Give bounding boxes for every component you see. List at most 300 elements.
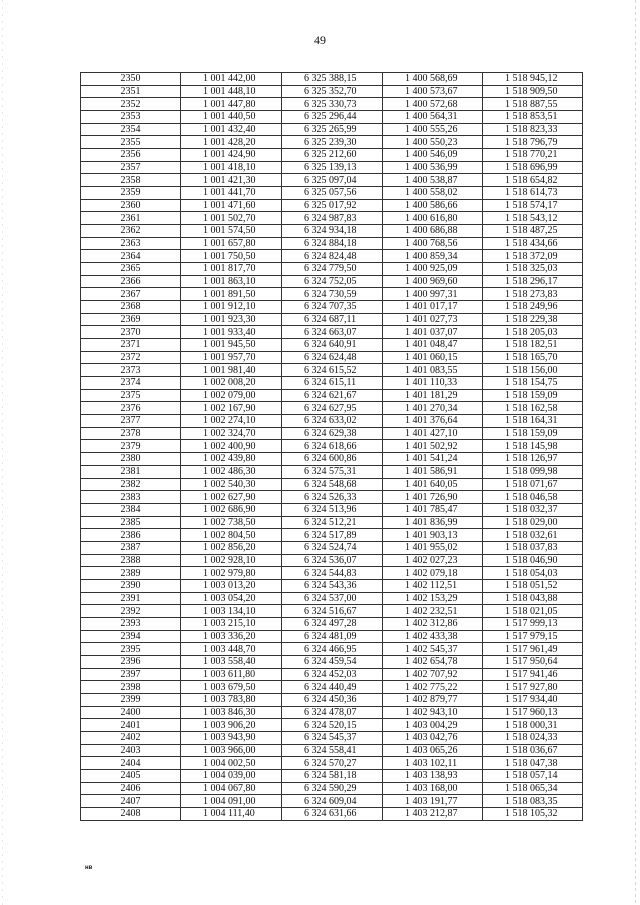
coordinate-cell: 6 324 520,15 <box>282 719 383 732</box>
coordinate-cell: 6 324 524,74 <box>282 541 383 554</box>
point-number-cell: 2370 <box>81 326 181 339</box>
coordinate-cell: 1 001 923,30 <box>181 313 282 326</box>
table-row <box>81 85 583 98</box>
table-row <box>81 377 583 390</box>
point-number-cell: 2408 <box>81 807 181 820</box>
coordinate-cell: 1 003 054,20 <box>181 592 282 605</box>
table-row <box>81 288 583 301</box>
coordinate-cell: 1 003 448,70 <box>181 643 282 656</box>
coordinate-cell: 1 401 541,24 <box>383 453 483 466</box>
coordinate-cell: 1 001 442,00 <box>181 73 282 86</box>
coordinate-cell: 1 401 048,47 <box>383 339 483 352</box>
coordinate-cell: 6 324 537,00 <box>282 592 383 605</box>
coordinate-cell: 1 401 586,91 <box>383 465 483 478</box>
coordinate-cell: 1 002 804,50 <box>181 529 282 542</box>
point-number-cell: 2376 <box>81 402 181 415</box>
coordinate-cell: 1 401 060,15 <box>383 351 483 364</box>
table-row <box>81 402 583 415</box>
coordinate-cell: 1 400 550,23 <box>383 136 483 149</box>
coordinate-cell: 1 002 856,20 <box>181 541 282 554</box>
coordinate-cell: 6 325 388,15 <box>282 73 383 86</box>
coordinate-cell: 6 324 548,68 <box>282 478 383 491</box>
coordinate-cell: 6 324 707,35 <box>282 301 383 314</box>
coordinate-cell: 6 325 330,73 <box>282 98 383 111</box>
coordinate-cell: 1 401 955,02 <box>383 541 483 554</box>
point-number-cell: 2406 <box>81 782 181 795</box>
point-number-cell: 2402 <box>81 731 181 744</box>
coordinate-cell: 6 324 640,91 <box>282 339 383 352</box>
table-row <box>81 630 583 643</box>
coordinate-cell: 1 518 887,55 <box>483 98 583 111</box>
table-row <box>81 237 583 250</box>
point-number-cell: 2394 <box>81 630 181 643</box>
coordinate-cell: 1 518 051,52 <box>483 579 583 592</box>
table-row <box>81 541 583 554</box>
table-row <box>81 212 583 225</box>
coordinate-cell: 1 518 205,03 <box>483 326 583 339</box>
coordinate-cell: 1 402 232,51 <box>383 605 483 618</box>
point-number-cell: 2377 <box>81 415 181 428</box>
point-number-cell: 2353 <box>81 111 181 124</box>
coordinate-cell: 1 518 057,14 <box>483 769 583 782</box>
coordinate-cell: 6 324 609,04 <box>282 795 383 808</box>
coordinate-cell: 1 518 032,37 <box>483 503 583 516</box>
coordinate-cell: 1 002 738,50 <box>181 516 282 529</box>
coordinate-cell: 1 003 558,40 <box>181 655 282 668</box>
table-row <box>81 478 583 491</box>
point-number-cell: 2382 <box>81 478 181 491</box>
coordinate-cell: 1 518 154,75 <box>483 377 583 390</box>
coordinate-cell: 6 324 517,89 <box>282 529 383 542</box>
coordinate-cell: 1 001 863,10 <box>181 275 282 288</box>
coordinate-cell: 1 518 229,38 <box>483 313 583 326</box>
table-row <box>81 453 583 466</box>
coordinate-cell: 6 324 440,49 <box>282 681 383 694</box>
coordinate-cell: 6 324 543,36 <box>282 579 383 592</box>
point-number-cell: 2374 <box>81 377 181 390</box>
coordinate-cell: 1 518 273,83 <box>483 288 583 301</box>
footer-mark: нв <box>85 865 93 871</box>
coordinate-cell: 1 518 162,58 <box>483 402 583 415</box>
coordinate-cell: 1 400 686,88 <box>383 225 483 238</box>
coordinate-cell: 6 324 590,29 <box>282 782 383 795</box>
point-number-cell: 2355 <box>81 136 181 149</box>
table-row <box>81 681 583 694</box>
coordinate-cell: 1 003 679,50 <box>181 681 282 694</box>
point-number-cell: 2388 <box>81 554 181 567</box>
coordinate-cell: 1 518 823,33 <box>483 123 583 136</box>
table-row <box>81 136 583 149</box>
coordinate-cell: 1 001 440,50 <box>181 111 282 124</box>
coordinate-cell: 1 001 424,90 <box>181 149 282 162</box>
coordinate-cell: 1 518 029,00 <box>483 516 583 529</box>
point-number-cell: 2375 <box>81 389 181 402</box>
table-row <box>81 769 583 782</box>
coordinate-cell: 1 001 471,60 <box>181 199 282 212</box>
table-row <box>81 73 583 86</box>
coordinate-cell: 6 324 615,11 <box>282 377 383 390</box>
coordinate-cell: 6 324 824,48 <box>282 250 383 263</box>
coordinate-cell: 6 324 497,28 <box>282 617 383 630</box>
table-row <box>81 668 583 681</box>
table-row <box>81 313 583 326</box>
table-row <box>81 655 583 668</box>
coordinate-cell: 1 518 065,34 <box>483 782 583 795</box>
point-number-cell: 2354 <box>81 123 181 136</box>
coordinate-cell: 6 324 615,52 <box>282 364 383 377</box>
coordinate-cell: 6 324 558,41 <box>282 744 383 757</box>
coordinate-cell: 1 518 164,31 <box>483 415 583 428</box>
table-row <box>81 529 583 542</box>
coordinate-cell: 6 324 450,36 <box>282 693 383 706</box>
point-number-cell: 2387 <box>81 541 181 554</box>
table-row <box>81 706 583 719</box>
page-number: 49 <box>314 33 326 47</box>
coordinate-cell: 1 518 159,09 <box>483 427 583 440</box>
coordinate-cell: 1 518 696,99 <box>483 161 583 174</box>
point-number-cell: 2399 <box>81 693 181 706</box>
point-number-cell: 2389 <box>81 567 181 580</box>
coordinate-cell: 1 518 434,66 <box>483 237 583 250</box>
table-row <box>81 199 583 212</box>
coordinate-cell: 1 402 312,86 <box>383 617 483 630</box>
table-row <box>81 605 583 618</box>
coordinate-cell: 1 400 558,02 <box>383 187 483 200</box>
coordinate-cell: 1 518 372,09 <box>483 250 583 263</box>
point-number-cell: 2369 <box>81 313 181 326</box>
coordinate-cell: 6 324 629,38 <box>282 427 383 440</box>
coordinate-cell: 1 004 039,00 <box>181 769 282 782</box>
coordinate-cell: 1 400 538,87 <box>383 174 483 187</box>
coordinate-cell: 6 324 934,18 <box>282 225 383 238</box>
coordinate-cell: 1 001 428,20 <box>181 136 282 149</box>
coordinate-cell: 1 401 181,29 <box>383 389 483 402</box>
table-row <box>81 326 583 339</box>
coordinate-cell: 1 003 783,80 <box>181 693 282 706</box>
coordinate-cell: 6 324 478,07 <box>282 706 383 719</box>
table-row <box>81 427 583 440</box>
coordinate-cell: 1 004 067,80 <box>181 782 282 795</box>
coordinate-cell: 1 518 796,79 <box>483 136 583 149</box>
coordinate-cell: 6 325 265,99 <box>282 123 383 136</box>
coordinate-cell: 1 518 325,03 <box>483 263 583 276</box>
coordinate-cell: 1 001 502,70 <box>181 212 282 225</box>
coordinate-cell: 1 401 270,34 <box>383 402 483 415</box>
coordinate-cell: 1 517 999,13 <box>483 617 583 630</box>
table-row <box>81 364 583 377</box>
point-number-cell: 2360 <box>81 199 181 212</box>
coordinate-cell: 1 518 047,38 <box>483 757 583 770</box>
coordinate-cell: 1 402 112,51 <box>383 579 483 592</box>
table-row <box>81 123 583 136</box>
coordinate-cell: 1 001 750,50 <box>181 250 282 263</box>
coordinate-cell: 1 401 027,73 <box>383 313 483 326</box>
point-number-cell: 2385 <box>81 516 181 529</box>
coordinate-cell: 1 400 997,31 <box>383 288 483 301</box>
point-number-cell: 2367 <box>81 288 181 301</box>
table-row <box>81 187 583 200</box>
coordinate-cell: 1 518 574,17 <box>483 199 583 212</box>
table-row <box>81 301 583 314</box>
coordinate-cell: 1 518 032,61 <box>483 529 583 542</box>
coordinates-table-wrapper <box>80 72 583 821</box>
coordinate-cell: 1 001 448,10 <box>181 85 282 98</box>
coordinate-cell: 6 325 239,30 <box>282 136 383 149</box>
table-row <box>81 503 583 516</box>
coordinate-cell: 1 403 168,00 <box>383 782 483 795</box>
point-number-cell: 2358 <box>81 174 181 187</box>
point-number-cell: 2368 <box>81 301 181 314</box>
table-row <box>81 465 583 478</box>
coordinate-cell: 1 518 654,82 <box>483 174 583 187</box>
table-row <box>81 440 583 453</box>
coordinate-cell: 1 003 906,20 <box>181 719 282 732</box>
coordinate-cell: 1 402 079,18 <box>383 567 483 580</box>
coordinate-cell: 1 003 846,30 <box>181 706 282 719</box>
table-row <box>81 516 583 529</box>
coordinate-cell: 1 003 966,00 <box>181 744 282 757</box>
coordinate-cell: 6 324 987,83 <box>282 212 383 225</box>
coordinate-cell: 1 400 969,60 <box>383 275 483 288</box>
table-row <box>81 554 583 567</box>
coordinate-cell: 1 518 126,97 <box>483 453 583 466</box>
coordinate-cell: 6 325 097,04 <box>282 174 383 187</box>
point-number-cell: 2356 <box>81 149 181 162</box>
table-row <box>81 491 583 504</box>
coordinate-cell: 1 400 536,99 <box>383 161 483 174</box>
coordinate-cell: 1 401 083,55 <box>383 364 483 377</box>
table-row <box>81 782 583 795</box>
coordinate-cell: 1 001 817,70 <box>181 263 282 276</box>
coordinate-cell: 1 001 441,70 <box>181 187 282 200</box>
coordinate-cell: 1 403 065,26 <box>383 744 483 757</box>
coordinate-cell: 1 002 274,10 <box>181 415 282 428</box>
coordinate-cell: 6 324 512,21 <box>282 516 383 529</box>
coordinate-cell: 6 324 466,95 <box>282 643 383 656</box>
coordinate-cell: 1 401 903,13 <box>383 529 483 542</box>
coordinate-cell: 1 002 627,90 <box>181 491 282 504</box>
point-number-cell: 2372 <box>81 351 181 364</box>
coordinate-cell: 1 402 433,38 <box>383 630 483 643</box>
coordinate-cell: 1 401 640,05 <box>383 478 483 491</box>
coordinate-cell: 1 518 021,05 <box>483 605 583 618</box>
table-row <box>81 250 583 263</box>
coordinate-cell: 6 324 481,09 <box>282 630 383 643</box>
coordinate-cell: 1 002 486,30 <box>181 465 282 478</box>
table-row <box>81 693 583 706</box>
coordinate-cell: 1 518 159,09 <box>483 389 583 402</box>
coordinate-cell: 1 402 027,23 <box>383 554 483 567</box>
point-number-cell: 2361 <box>81 212 181 225</box>
coordinate-cell: 1 002 008,20 <box>181 377 282 390</box>
coordinate-cell: 1 003 943,90 <box>181 731 282 744</box>
table-row <box>81 389 583 402</box>
coordinate-cell: 1 403 212,87 <box>383 807 483 820</box>
coordinate-cell: 1 403 191,77 <box>383 795 483 808</box>
point-number-cell: 2403 <box>81 744 181 757</box>
table-row <box>81 415 583 428</box>
coordinate-cell: 6 324 687,11 <box>282 313 383 326</box>
coordinate-cell: 1 517 934,40 <box>483 693 583 706</box>
coordinate-cell: 1 001 418,10 <box>181 161 282 174</box>
coordinate-cell: 1 004 091,00 <box>181 795 282 808</box>
point-number-cell: 2352 <box>81 98 181 111</box>
point-number-cell: 2378 <box>81 427 181 440</box>
coordinate-cell: 6 324 516,67 <box>282 605 383 618</box>
table-row <box>81 275 583 288</box>
point-number-cell: 2404 <box>81 757 181 770</box>
coordinate-cell: 1 001 891,50 <box>181 288 282 301</box>
scan-edge-left <box>2 0 3 905</box>
coordinate-cell: 6 324 452,03 <box>282 668 383 681</box>
coordinate-cell: 1 517 979,15 <box>483 630 583 643</box>
coordinate-cell: 1 001 933,40 <box>181 326 282 339</box>
coordinate-cell: 1 403 138,93 <box>383 769 483 782</box>
table-row <box>81 795 583 808</box>
point-number-cell: 2397 <box>81 668 181 681</box>
coordinate-cell: 6 324 544,83 <box>282 567 383 580</box>
point-number-cell: 2379 <box>81 440 181 453</box>
coordinate-cell: 1 001 421,30 <box>181 174 282 187</box>
coordinate-cell: 1 001 945,50 <box>181 339 282 352</box>
point-number-cell: 2362 <box>81 225 181 238</box>
coordinate-cell: 1 517 941,46 <box>483 668 583 681</box>
coordinate-cell: 6 324 575,31 <box>282 465 383 478</box>
point-number-cell: 2359 <box>81 187 181 200</box>
coordinate-cell: 1 002 928,10 <box>181 554 282 567</box>
coordinate-cell: 1 001 432,40 <box>181 123 282 136</box>
coordinate-cell: 1 518 145,98 <box>483 440 583 453</box>
coordinate-cell: 6 324 884,18 <box>282 237 383 250</box>
coordinate-cell: 1 400 925,09 <box>383 263 483 276</box>
coordinate-cell: 1 400 572,68 <box>383 98 483 111</box>
point-number-cell: 2398 <box>81 681 181 694</box>
coordinate-cell: 6 324 600,86 <box>282 453 383 466</box>
coordinate-cell: 1 517 960,13 <box>483 706 583 719</box>
coordinate-cell: 1 001 447,80 <box>181 98 282 111</box>
coordinate-cell: 1 518 036,67 <box>483 744 583 757</box>
coordinate-cell: 1 402 943,10 <box>383 706 483 719</box>
point-number-cell: 2365 <box>81 263 181 276</box>
coordinate-cell: 6 325 057,56 <box>282 187 383 200</box>
point-number-cell: 2395 <box>81 643 181 656</box>
coordinate-cell: 1 401 836,99 <box>383 516 483 529</box>
coordinate-cell: 1 518 071,67 <box>483 478 583 491</box>
coordinate-cell: 1 003 013,20 <box>181 579 282 592</box>
coordinate-cell: 1 401 726,90 <box>383 491 483 504</box>
coordinate-cell: 6 324 618,66 <box>282 440 383 453</box>
point-number-cell: 2383 <box>81 491 181 504</box>
coordinate-cell: 6 324 526,33 <box>282 491 383 504</box>
coordinate-cell: 1 002 439,80 <box>181 453 282 466</box>
coordinate-cell: 1 518 909,50 <box>483 85 583 98</box>
coordinate-cell: 1 402 654,78 <box>383 655 483 668</box>
coordinate-cell: 1 400 586,66 <box>383 199 483 212</box>
coordinate-cell: 1 518 024,33 <box>483 731 583 744</box>
coordinate-cell: 1 518 296,17 <box>483 275 583 288</box>
coordinate-cell: 1 517 950,64 <box>483 655 583 668</box>
point-number-cell: 2400 <box>81 706 181 719</box>
coordinate-cell: 6 324 752,05 <box>282 275 383 288</box>
point-number-cell: 2363 <box>81 237 181 250</box>
coordinate-cell: 1 402 153,29 <box>383 592 483 605</box>
coordinate-cell: 1 402 707,92 <box>383 668 483 681</box>
coordinate-cell: 1 518 945,12 <box>483 73 583 86</box>
table-row <box>81 643 583 656</box>
table-row <box>81 111 583 124</box>
coordinate-cell: 1 400 573,67 <box>383 85 483 98</box>
coordinate-cell: 1 401 785,47 <box>383 503 483 516</box>
coordinate-cell: 1 400 616,80 <box>383 212 483 225</box>
coordinate-cell: 1 001 912,10 <box>181 301 282 314</box>
coordinate-cell: 1 400 564,31 <box>383 111 483 124</box>
coordinate-cell: 1 002 400,90 <box>181 440 282 453</box>
table-row <box>81 579 583 592</box>
point-number-cell: 2396 <box>81 655 181 668</box>
coordinate-cell: 1 001 981,40 <box>181 364 282 377</box>
coordinate-cell: 1 003 336,20 <box>181 630 282 643</box>
coordinate-cell: 1 400 546,09 <box>383 149 483 162</box>
scan-edge-right <box>635 0 636 905</box>
coordinate-cell: 1 518 853,51 <box>483 111 583 124</box>
coordinate-cell: 6 324 545,37 <box>282 731 383 744</box>
table-row <box>81 731 583 744</box>
point-number-cell: 2386 <box>81 529 181 542</box>
coordinate-cell: 1 401 376,64 <box>383 415 483 428</box>
point-number-cell: 2393 <box>81 617 181 630</box>
coordinate-cell: 1 400 768,56 <box>383 237 483 250</box>
point-number-cell: 2364 <box>81 250 181 263</box>
coordinate-cell: 1 518 099,98 <box>483 465 583 478</box>
point-number-cell: 2366 <box>81 275 181 288</box>
table-row <box>81 351 583 364</box>
point-number-cell: 2381 <box>81 465 181 478</box>
table-row <box>81 807 583 820</box>
coordinate-cell: 1 402 879,77 <box>383 693 483 706</box>
coordinate-cell: 6 324 459,54 <box>282 655 383 668</box>
coordinate-cell: 1 518 770,21 <box>483 149 583 162</box>
coordinate-cell: 6 324 570,27 <box>282 757 383 770</box>
coordinate-cell: 1 400 859,34 <box>383 250 483 263</box>
coordinate-cell: 1 518 000,31 <box>483 719 583 732</box>
coordinate-cell: 1 518 165,70 <box>483 351 583 364</box>
table-row <box>81 719 583 732</box>
coordinate-cell: 1 401 037,07 <box>383 326 483 339</box>
coordinate-cell: 1 004 002,50 <box>181 757 282 770</box>
coordinate-cell: 6 325 139,13 <box>282 161 383 174</box>
coordinate-cell: 1 518 249,96 <box>483 301 583 314</box>
point-number-cell: 2371 <box>81 339 181 352</box>
point-number-cell: 2405 <box>81 769 181 782</box>
coordinate-cell: 1 518 043,88 <box>483 592 583 605</box>
coordinate-cell: 6 324 730,59 <box>282 288 383 301</box>
table-row <box>81 161 583 174</box>
coordinate-cell: 1 518 054,03 <box>483 567 583 580</box>
coordinate-cell: 1 403 042,76 <box>383 731 483 744</box>
coordinate-cell: 1 518 105,32 <box>483 807 583 820</box>
coordinate-cell: 6 325 296,44 <box>282 111 383 124</box>
point-number-cell: 2390 <box>81 579 181 592</box>
coordinate-cell: 1 004 111,40 <box>181 807 282 820</box>
point-number-cell: 2350 <box>81 73 181 86</box>
table-row <box>81 339 583 352</box>
coordinate-cell: 1 001 657,80 <box>181 237 282 250</box>
table-row <box>81 592 583 605</box>
coordinate-cell: 1 002 167,90 <box>181 402 282 415</box>
coordinate-cell: 1 002 540,30 <box>181 478 282 491</box>
table-row <box>81 263 583 276</box>
table-row <box>81 174 583 187</box>
